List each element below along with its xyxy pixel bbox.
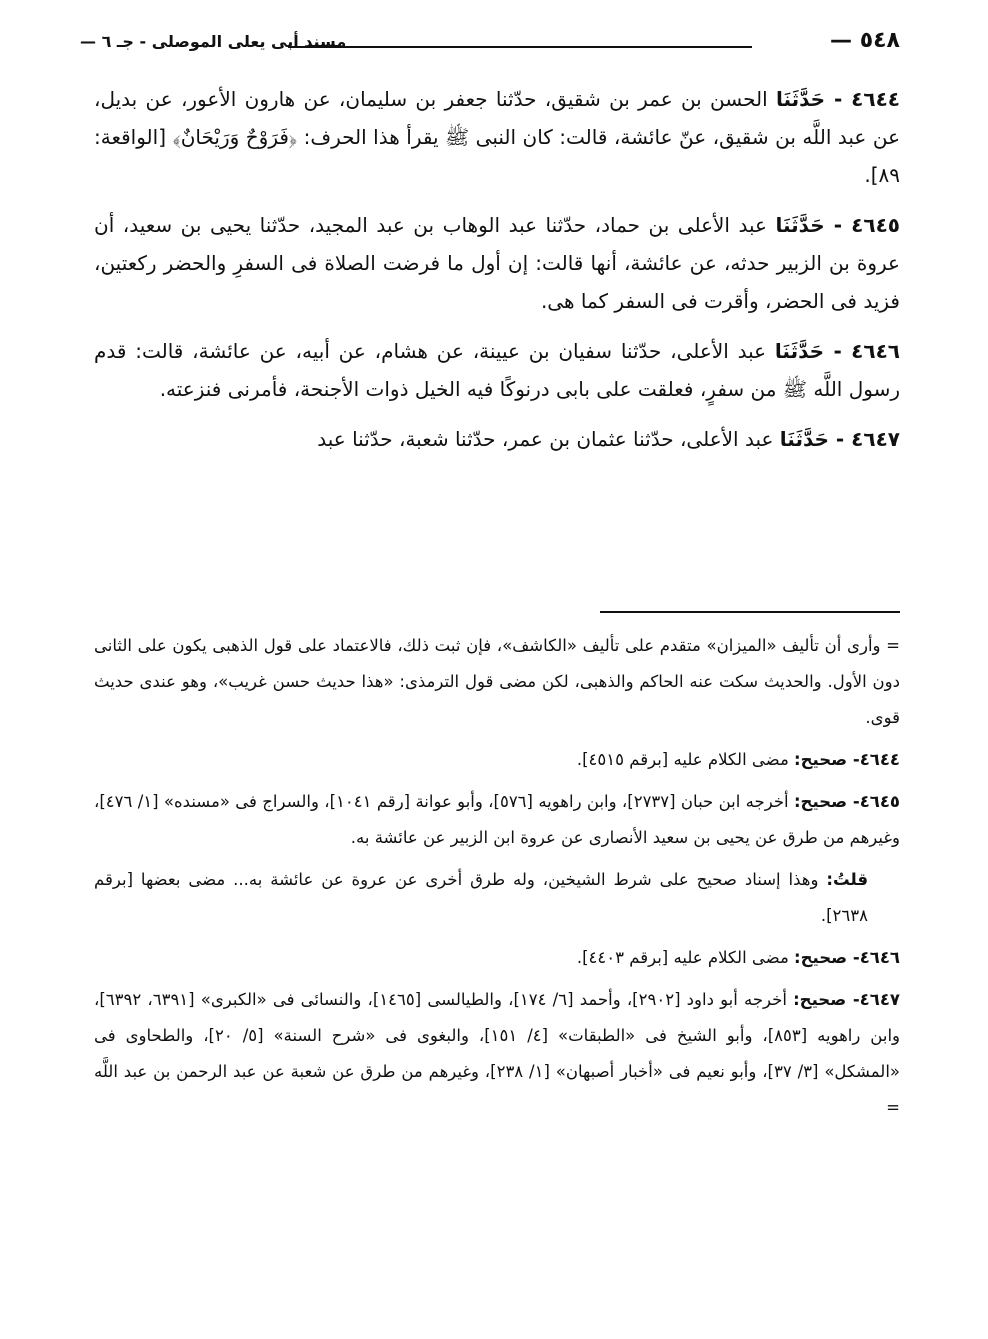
footnote-4647 [94, 982, 900, 1126]
haddathana-word: حَدَّثَنَا [775, 213, 825, 237]
hadith-4644 [94, 80, 900, 194]
hadith-dash: - [824, 213, 852, 237]
hadith-4645 [94, 206, 900, 320]
qultu-label: قلتُ: [826, 870, 868, 889]
hadith-dash: - [825, 87, 852, 111]
footnote-continuation: = وأرى أن تأليف «الميزان» متقدم على تأليف «الكاشف»، فإن ثبت ذلك، فالاعتماد على قول الذهبى يكون على الثانى دون الأول. والحديث سكت عنه الحاكم والذهبى، لكن مضى قول الترمذى: «هذا حديث حسن غريب»، وهو عندى حديث قوى. [94, 636, 900, 727]
qultu-text: وهذا إسناد صحيح على شرط الشيخين، وله طرق أخرى عن عروة عن عائشة به... مضى بعضها [برقم ٢٦٣٨]. [94, 870, 868, 925]
hadith-number: ٤٦٤٥ [851, 213, 900, 237]
haddathana-word: حَدَّثَنَا [775, 87, 826, 111]
page-number: ٥٤٨ — [830, 28, 900, 53]
header-rule [288, 46, 752, 48]
footnote-4645 [94, 784, 900, 856]
hadith-4646 [94, 332, 900, 408]
footnote-4645-qultu [94, 862, 900, 934]
hadith-text: عبد الأعلى بن حماد، حدّثنا عبد الوهاب بن عبد المجيد، حدّثنا يحيى بن سعيد، أن عروة بن الزبير حدثه، عن عائشة، أنها قالت: إن أول ما فرضت الصلاة فى السفرِ والحضر ركعتين، فزيد فى الحضر، وأقرت فى السفر كما هى. [94, 213, 900, 313]
hadith-text: عبد الأعلى، حدّثنا عثمان بن عمر، حدّثنا شعبة، حدّثنا عبد [317, 427, 780, 451]
hadith-dash: - [824, 339, 852, 363]
hadith-dash: - [828, 427, 852, 451]
page-header [80, 26, 900, 66]
footnotes [94, 628, 900, 1132]
footnote-label: ٤٦٤٤- صحيح: [794, 750, 900, 769]
footnote-label: ٤٦٤٥- صحيح: [793, 792, 901, 811]
hadith-text: الحسن بن عمر بن شقيق، حدّثنا جعفر بن سليمان، عن هارون الأعور، عن بديل، عن عبد اللَّه بن شقيق، عنّ عائشة، قالت: كان النبى ﷺ يقرأ هذا الحرف: ﴿فَرَوْحٌ وَرَيْحَانٌ﴾ [الواقعة: ٨٩]. [94, 87, 900, 187]
haddathana-word: حَدَّثَنَا [779, 427, 829, 451]
footnote-text: أخرجه أبو داود [٢٩٠٢]، وأحمد [٦/ ١٧٤]، والطيالسى [١٤٦٥]، والنسائى فى «الكبرى» [٦٣٩١، ٦٣٩٢]، وابن راهويه [٨٥٣]، وأبو الشيخ فى «الطبقات» [٤/ ١٥١]، والبغوى فى «شرح السنة» [٥/ ٢٠]، والطحاوى فى «المشكل» [٣/ ٣٧]، وأبو نعيم فى «أخبار أصبهان» [١/ ٢٣٨]، وغيرهم من طرق عن شعبة عن عبد الرحمن بن عبد اللَّه = [94, 990, 901, 1117]
footnote-4646 [94, 940, 900, 976]
footnote-label: ٤٦٤٦- صحيح: [794, 948, 900, 967]
footnote-label: ٤٦٤٧- صحيح: [793, 990, 900, 1009]
main-text [94, 80, 900, 470]
footnote-text: مضى الكلام عليه [برقم ٤٤٠٣]. [576, 948, 795, 967]
hadith-number: ٤٦٤٦ [851, 339, 900, 363]
hadith-4647 [94, 420, 900, 458]
footnote-text: مضى الكلام عليه [برقم ٤٥١٥]. [576, 750, 795, 769]
book-title: مسند أبى يعلى الموصلى - جـ ٦ — [80, 32, 347, 51]
footnote-4644 [94, 742, 900, 778]
hadith-text: عبد الأعلى، حدّثنا سفيان بن عيينة، عن هشام، عن أبيه، عن عائشة، قالت: قدم رسول اللَّه ﷺ من سفرٍ، فعلقت على بابى درنوكًا فيه الخيل ذوات الأجنحة، فأمرنى فنزعته. [94, 339, 900, 401]
hadith-number: ٤٦٤٧ [851, 427, 900, 451]
footnote-text: أخرجه ابن حبان [٢٧٣٧]، وابن راهويه [٥٧٦]، وأبو عوانة [رقم ١٠٤١]، والسراج فى «مسنده» [١/ ٤٧٦]، وغيرهم من طرق عن يحيى بن سعيد الأنصارى عن عروة ابن الزبير عن عائشة به. [94, 792, 900, 847]
hadith-number: ٤٦٤٤ [851, 87, 900, 111]
footnote-separator [600, 611, 900, 613]
haddathana-word: حَدَّثَنَا [774, 339, 825, 363]
